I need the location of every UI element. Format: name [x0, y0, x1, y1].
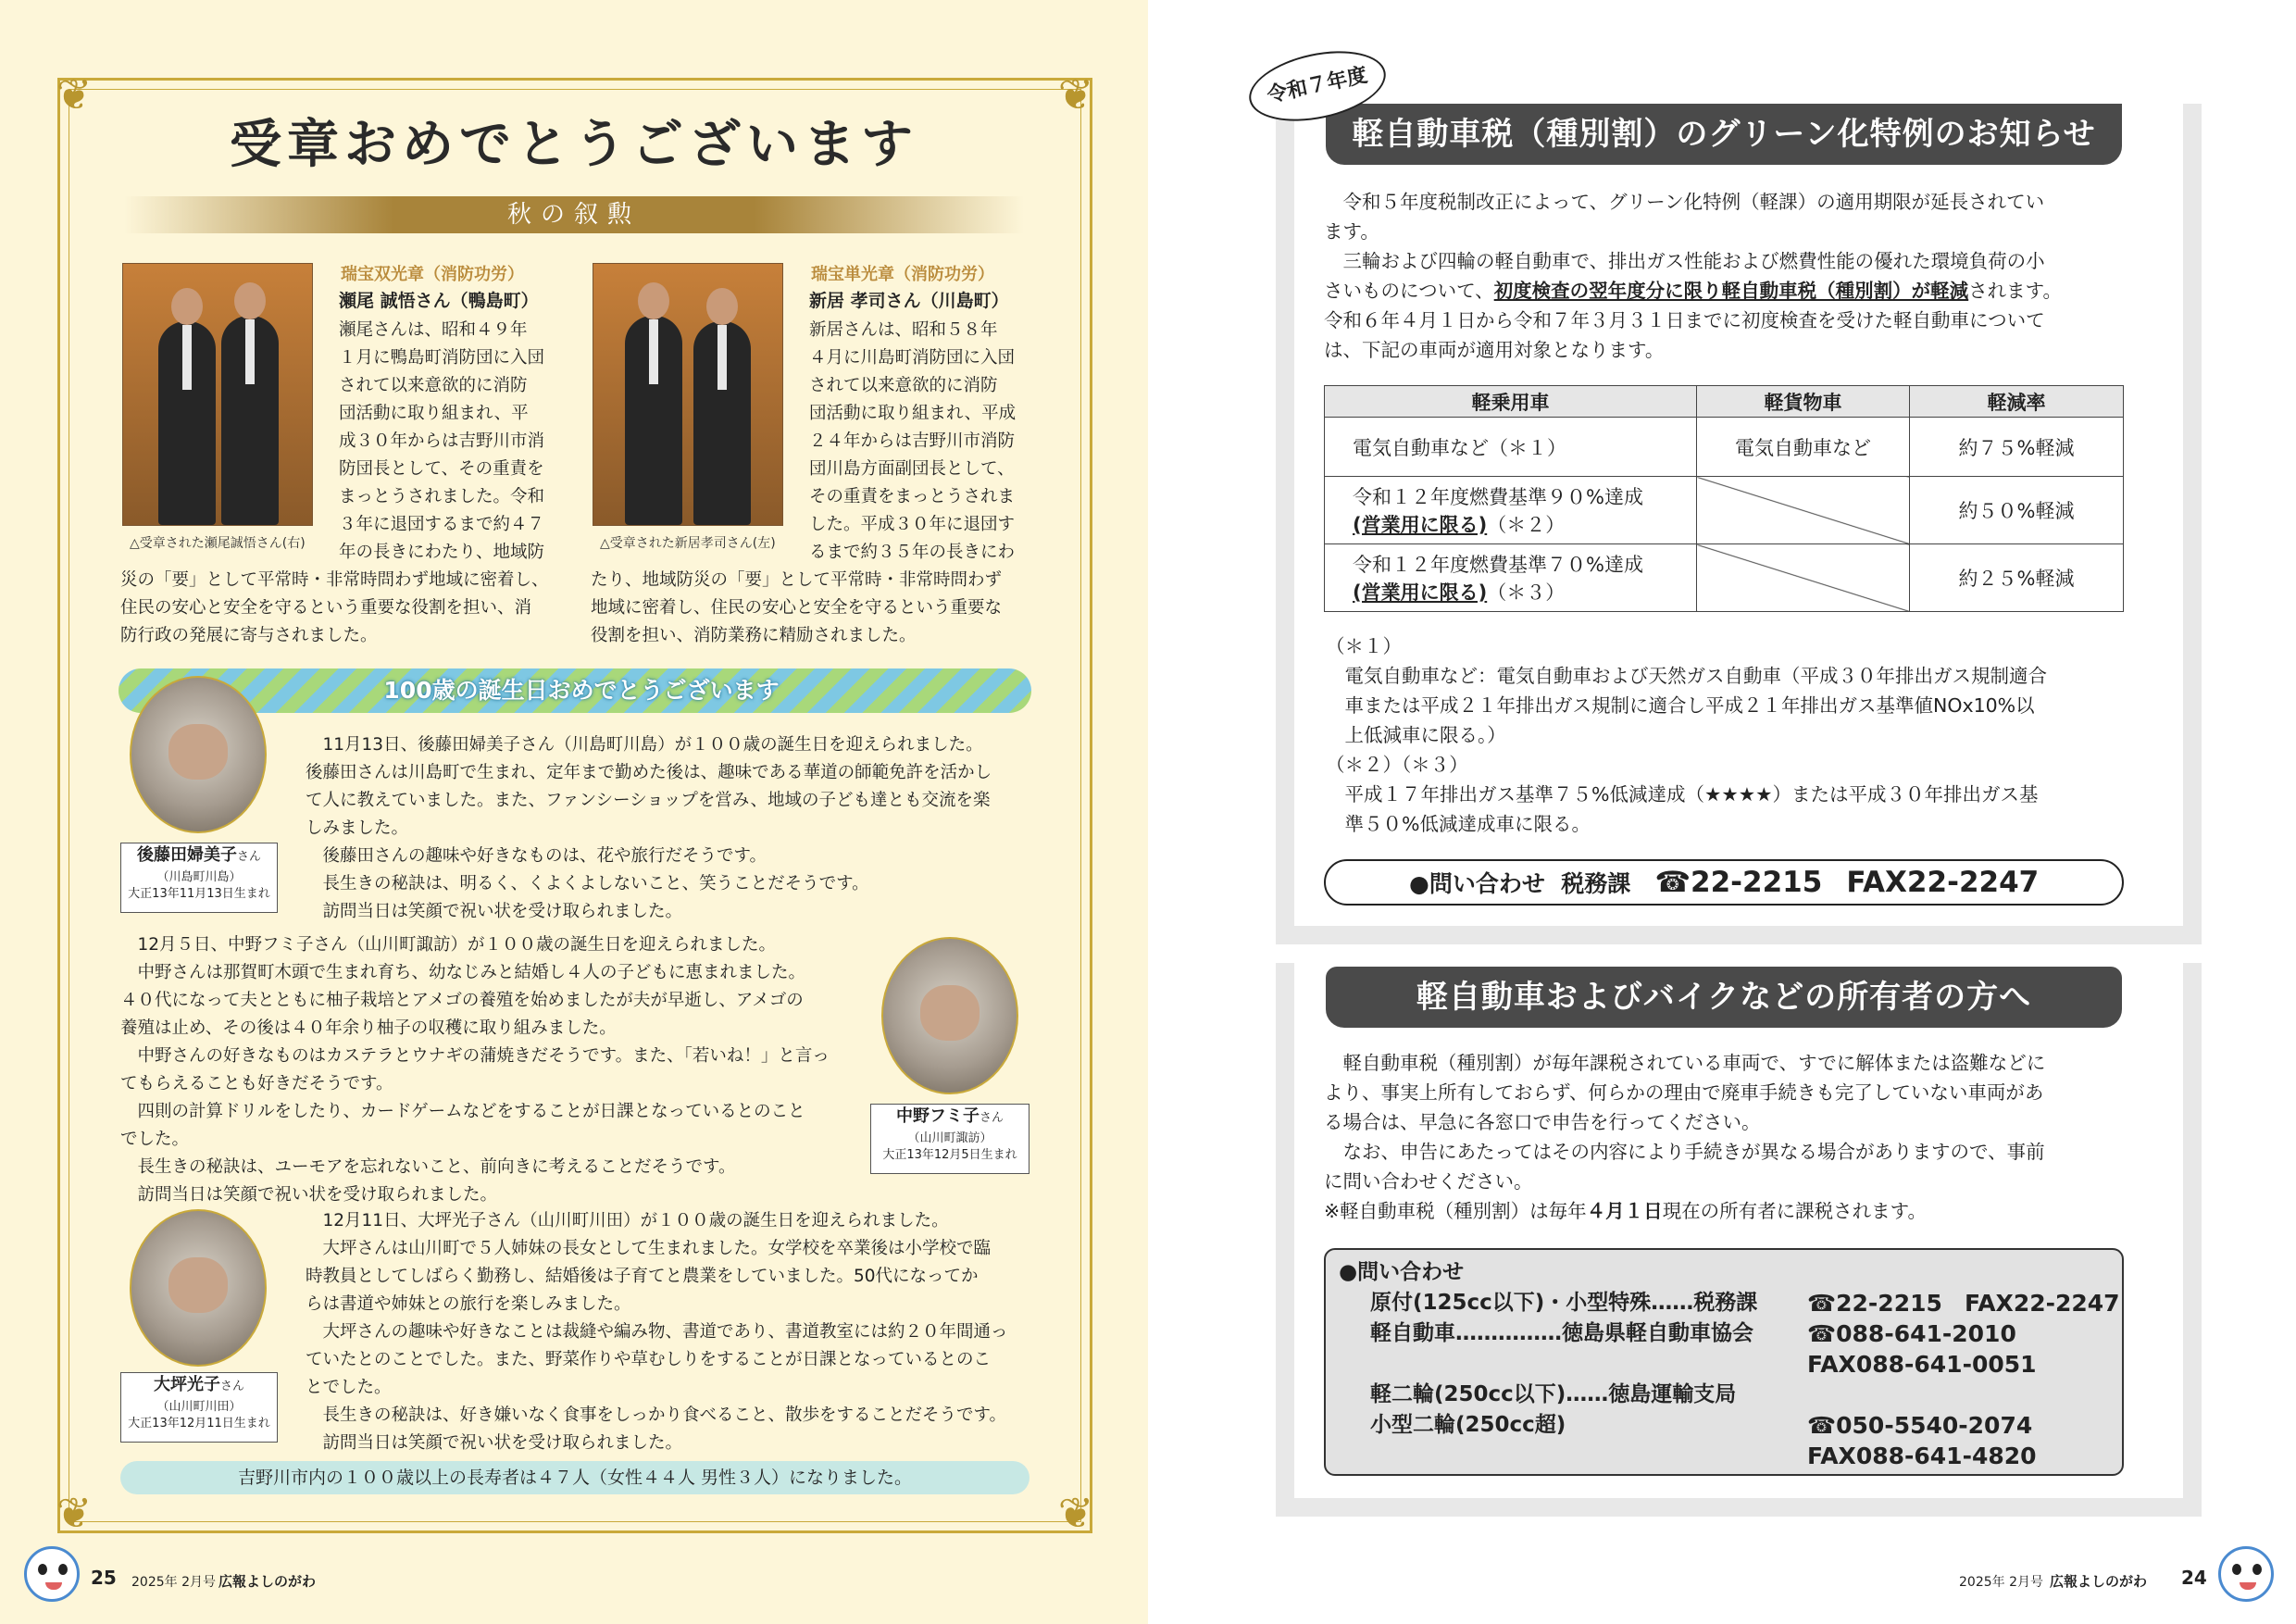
- mascot-icon: [2218, 1546, 2274, 1602]
- award-title: 瑞宝単光章（消防功労）: [811, 265, 994, 284]
- section-heading: 軽自動車税（種別割）のグリーン化特例のお知らせ: [1326, 104, 2122, 165]
- recipient-name: 新居 孝司さん（川島町）: [809, 291, 1009, 311]
- award-text: 新居さんは、昭和５８年 ４月に川島町消防団に入団 されて以来意欲的に消防 団活動に取り組まれ、平成 ２４年からは吉野川市消防 団川島方面副団長として、 その重責をまっとうされま した。平成３０年に退団す るまで約３５年の長きにわ: [809, 320, 1017, 562]
- award-text-tail: 災の「要」として平常時・非常時問わず地域に密着し、 住民の安心と安全を守るという重要な役割を担い、消 防行政の発展に寄与されました。: [120, 570, 549, 645]
- award-title: 瑞宝双光章（消防功労）: [341, 265, 524, 284]
- section-subtitle: 秋の叙勲: [124, 196, 1024, 233]
- issue-label: 2025年 2月号: [131, 1575, 216, 1590]
- recipient-name: 瀬尾 誠悟さん（鴨島町）: [339, 291, 539, 311]
- intro-text: 令和５年度税制改正によって、グリーン化特例（軽課）の適用期限が延長されてい ます。 三輪および四輪の軽自動車で、排出ガス性能および燃費性能の優れた環境負荷の小 さいものについて、初度検査の翌年度分に限り軽自動車税（種別割）が軽減されます。 令和６年４月１日から令和７年３月３１日までに初度検査を受けた軽自動車について は、下記の車両が適用対象となります。: [1324, 191, 2063, 361]
- portrait-nakano: [881, 937, 1018, 1094]
- portrait-gotoda: [130, 676, 267, 833]
- award-text: 瀬尾さんは、昭和４９年 １月に鴨島町消防団に入団 されて以来意欲的に消防 団活動に取り組まれ、平 成３０年からは吉野川市消 防団長として、その重責を まっとうされました。令和 ３年に退団するまで約４７ 年の長きにわたり、地域防: [339, 320, 545, 562]
- portrait-otsubo: [130, 1209, 267, 1367]
- birthday-banner: 100歳の誕生日おめでとうございます: [119, 668, 1031, 713]
- page-number: 25: [91, 1567, 117, 1589]
- name-box: 大坪光子さん （山川町川田） 大正13年12月11日生まれ: [120, 1372, 278, 1443]
- name-box: 中野フミ子さん （山川町諏訪） 大正13年12月5日生まれ: [870, 1104, 1029, 1174]
- birthday-text-nakano: 12月５日、中野フミ子さん（山川町諏訪）が１００歳の誕生日を迎えられました。 中野さんは那賀町木頭で生まれ育ち、幼なじみと結婚し４人の子どもに恵まれました。 ４０代になって夫とともに柚子栽培とアメゴの養殖を始めましたが夫が早逝し、アメゴの 養殖は止め、その後は４０年余り柚子の収穫に取り組みました。 中野さんの好きなものはカステラとウナギの蒲焼きだそうです。また、「若いね！」と言っ てもらえることも好きだそうです。 四則の計算ドリルをしたり、カードゲームなどをすることが日課となっているとのこと でした。 長生きの秘訣は、ユーモアを忘れないこと、前向きに考えることだそうです。 訪問当日は笑顔で祝い状を受け取られました。: [120, 935, 830, 1205]
- ornament-icon: ❦: [1057, 69, 1094, 119]
- birthday-text-otsubo: 12月11日、大坪光子さん（山川町川田）が１００歳の誕生日を迎えられました。 大坪さんは山川町で５人姉妹の長女として生まれました。女学校を卒業後は小学校で臨 時教員としてしばらく勤務し、結婚後は子育てと農業をしていました。50代になってか らは書道や姉妹との旅行を楽しみました。 大坪さんの趣味や好きなことは裁縫や編み物、書道であり、書道教室には約２０年間通っ ていたとのことでした。また、野菜作りや草むしりをすることが日課となっているとのこ とでした。 長生きの秘訣は、好き嫌いなく食事をしっかり食べること、散歩をすることだそうです。 訪問当日は笑顔で祝い状を受け取られました。: [306, 1211, 1008, 1453]
- award-photo-arai: [593, 263, 783, 526]
- photo-caption: △受章された新居孝司さん(左): [600, 536, 776, 551]
- magazine-name: 広報よしのがわ: [218, 1573, 317, 1590]
- contact-pill: ●問い合わせ 税務課 ☎22-2215 FAX22-2247: [1324, 859, 2124, 906]
- page-number: 24: [2181, 1567, 2207, 1589]
- phone-number: ☎22-2215: [1654, 866, 1823, 899]
- table-notes: （＊１） 電気自動車など：電気自動車および天然ガス自動車（平成３０年排出ガス規制適合 車または平成２１年排出ガス規制に適合し平成２１年排出ガス基準値NOx10%以 上低減車に限る。） （＊２）（＊３） 平成１７年排出ガス基準７５%低減達成（★★★★）または平成３０年排出ガス基 準５０%低減達成車に限る。: [1326, 635, 2047, 835]
- name-box: 後藤田婦美子さん （川島町川島） 大正13年11月13日生まれ: [120, 843, 278, 913]
- tax-reduction-table: 軽乗用車 軽貨物車 軽減率 電気自動車など（＊１） 電気自動車など 約７５%軽減 令和１２年度燃費基準９０%達成 (営業用に限る)（＊２） 約５０%軽減 令和１２年度燃費基準７０%達成 (営業用に限る)（＊３） 約２５%軽減: [1324, 385, 2124, 612]
- fax-number: FAX22-2247: [1846, 866, 2040, 899]
- ornament-icon: ❦: [56, 1488, 93, 1538]
- photo-caption: △受章された瀬尾誠悟さん(右): [130, 536, 306, 551]
- centenarian-count-note: 吉野川市内の１００歳以上の長寿者は４７人（女性４４人 男性３人）になりました。: [120, 1461, 1029, 1494]
- award-text-tail: たり、地域防災の「要」として平常時・非常時問わず 地域に密着し、住民の安心と安全を守るという重要な 役割を担い、消防業務に精励されました。: [591, 570, 1003, 645]
- ornament-icon: ❦: [56, 69, 93, 119]
- issue-label: 2025年 2月号: [1959, 1575, 2043, 1590]
- contact-box: ●問い合わせ 原付(125cc以下)・小型特殊……税務課 ☎22-2215 FAX22-2247 軽自動車……………徳島県軽自動車協会 ☎088-641-2010 FAX088-641-0051 軽二輪(250cc以下)……徳島運輸支局 小型二輪(250cc超) ☎050-5540-2074 FAX088-641-4820: [1324, 1248, 2124, 1476]
- ornament-icon: ❦: [1057, 1488, 1094, 1538]
- fiscal-year-badge: 令和７年度: [1242, 40, 1391, 132]
- section-heading: 軽自動車およびバイクなどの所有者の方へ: [1326, 967, 2122, 1028]
- owner-notice-text: 軽自動車税（種別割）が毎年課税されている車両で、すでに解体または盗難などに より、事実上所有しておらず、何らかの理由で廃車手続きも完了していない車両があ る場合は、早急に各窓口で申告を行ってください。 なお、申告にあたってはその内容により手続きが異なる場合がありますので、事前 に問い合わせください。 ※軽自動車税（種別割）は毎年４月１日現在の所有者に課税されます。: [1324, 1052, 2046, 1222]
- award-photo-seo: [122, 263, 313, 526]
- page-title: 受章おめでとうございます: [230, 114, 918, 175]
- magazine-name: 広報よしのがわ: [2050, 1573, 2148, 1590]
- birthday-text-gotoda: 11月13日、後藤田婦美子さん（川島町川島）が１００歳の誕生日を迎えられました。 後藤田さんは川島町で生まれ、定年まで勤めた後は、趣味である華道の師範免許を活かし て人に教えていました。また、ファンシーショップを営み、地域の子ども達とも交流を楽 しみました。 後藤田さんの趣味や好きなものは、花や旅行だそうです。 長生きの秘訣は、明るく、くよくよしないこと、笑うことだそうです。 訪問当日は笑顔で祝い状を受け取られました。: [306, 735, 992, 921]
- mascot-icon: [24, 1546, 80, 1602]
